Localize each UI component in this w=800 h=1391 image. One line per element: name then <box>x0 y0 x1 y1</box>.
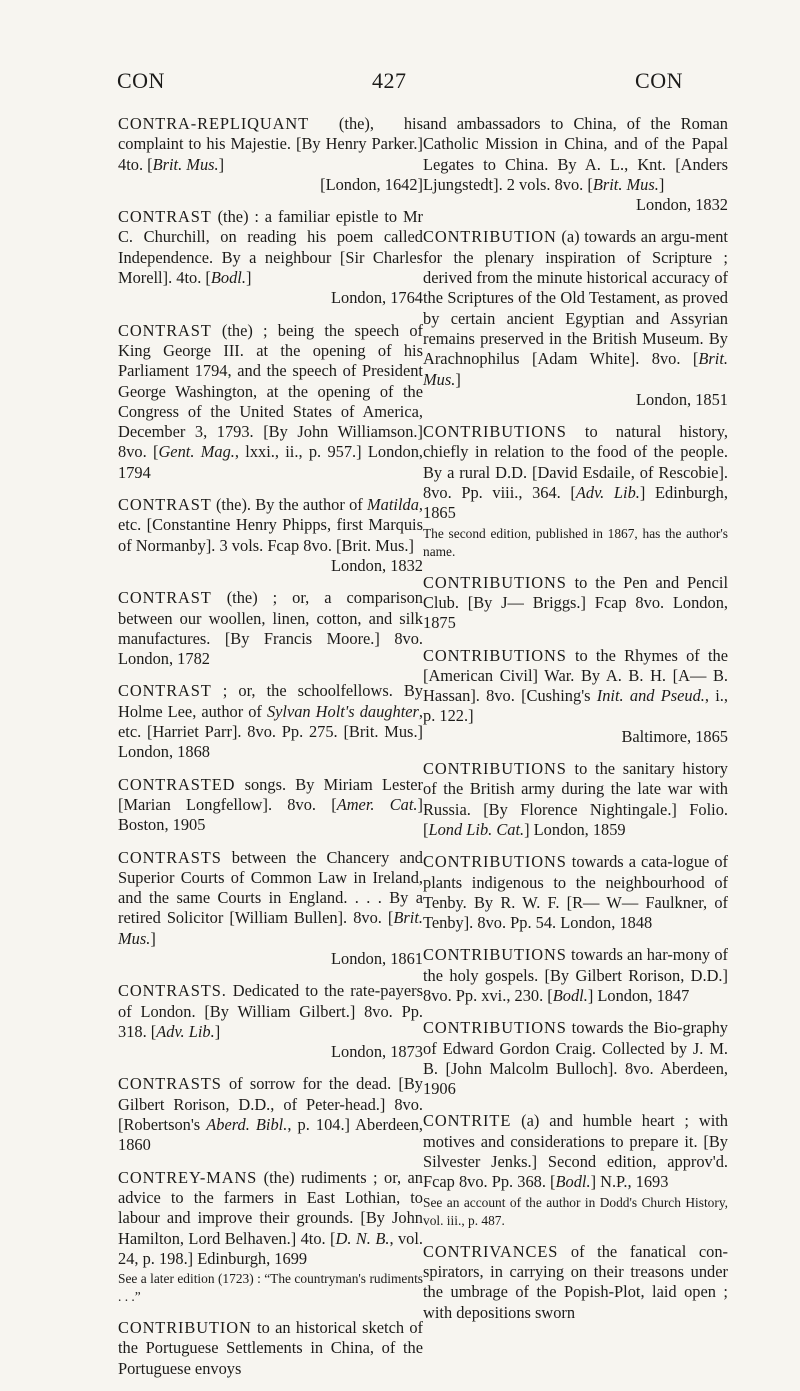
entry-note: The second edition, published in 1867, has the author's name. <box>423 525 728 559</box>
entry-text: (a) towards an argu-ment for the plenary inspiration of Scripture ; derived from the minute historical accuracy of the Scriptures of the Old Testament, as proved by certain ancient Egyptian and Assyrian remains preserved in the British Museum. By Arachnophilus [Adam White]. 8vo. [ <box>423 227 728 369</box>
bibliography-entry <box>118 775 423 836</box>
entry-text: between the Chancery and Superior Courts of Common Law in Ireland, and the same Courts in England. . . . By a retired Solicitor [William Bullen]. 8vo. [ <box>118 847 423 928</box>
entry-italic-ref: Init. and Pseud. <box>596 686 705 706</box>
entry-italic-ref: Sylvan Holt's daughter <box>266 701 419 721</box>
entry-text-continued: ] N.P., 1693 <box>590 1172 669 1192</box>
entry-title: CONTRASTS. <box>118 981 227 1001</box>
bibliography-entry <box>118 495 423 576</box>
page-number: 427 <box>372 68 407 93</box>
bibliography-entry <box>423 227 728 410</box>
entry-text: of sorrow for the dead. [By Gilbert Rorison, D.D., of Peter-head.] 8vo. [Robertson's <box>118 1074 423 1135</box>
header-left-word: CON <box>117 68 165 93</box>
entry-text: (the) rudiments ; or, an advice to the farmers in East Lothian, to labour and improve their grounds. [By John Hamilton, Lord Belhaven.] 4to. [ <box>118 1167 423 1248</box>
bibliography-entry <box>423 852 728 933</box>
bibliography-entry <box>423 1018 728 1099</box>
entry-title: CONTRIBUTIONS <box>423 852 567 872</box>
entry-title: CONTRASTS <box>118 847 222 867</box>
entry-imprint: London, 1832 <box>636 195 728 215</box>
entry-italic-ref: Adv. Lib. <box>575 483 640 503</box>
bibliography-entry <box>118 114 423 195</box>
entry-text-continued: , etc. [Constantine Henry Phipps, first Marquis of Normanby]. 3 vols. Fcap 8vo. [Brit. Mus.] <box>118 495 423 555</box>
entry-imprint: London, 1873 <box>331 1042 423 1062</box>
entry-text: towards an har-mony of the holy gospels. [By Gilbert Rorison, D.D.] 8vo. Pp. xvi., 230. [ <box>423 945 728 1005</box>
entry-text: to the Rhymes of the [American Civil] War. By A. B. H. [A— B. Hassan]. 8vo. [Cushing's <box>423 645 728 706</box>
entry-italic-ref: Bodl. <box>210 268 246 288</box>
entry-text: (the), his complaint to his Majestie. [By Henry Parker.] 4to. [ <box>118 114 423 174</box>
bibliography-entry <box>423 646 728 747</box>
entry-title: CONTRAST <box>118 320 212 340</box>
entry-text: to natural history, chiefly in relation to the food of the people. By a rural D.D. [David Esdaile, of Rescobie]. 8vo. Pp. viii., 364. [ <box>423 422 728 503</box>
entry-text-continued: ] <box>245 268 252 288</box>
running-header <box>0 68 800 98</box>
entry-title: CONTRIBUTIONS <box>423 1018 567 1038</box>
bibliography-entry <box>118 588 423 669</box>
entry-title: CONTRIBUTION <box>118 1318 252 1338</box>
entry-title: CONTRA-REPLIQUANT <box>118 114 310 133</box>
entry-title: CONTRAST <box>118 207 212 227</box>
entry-title: CONTRIBUTIONS <box>423 422 567 442</box>
bibliography-entry <box>118 1318 423 1379</box>
entry-italic-ref: Brit. Mus. <box>423 349 728 389</box>
entry-note: See a later edition (1723) : “The countryman's rudiments . . .” <box>118 1271 423 1305</box>
bibliography-entry <box>423 114 728 215</box>
entry-imprint: [London, 1642] <box>320 174 423 194</box>
entry-italic-ref: Bodl. <box>552 985 588 1005</box>
entry-text-continued: , lxxi., ii., p. 957.] London, 1794 <box>118 442 423 482</box>
bibliography-entry <box>423 422 728 560</box>
entry-imprint: London, 1832 <box>331 555 423 575</box>
entry-text-continued: ] London, 1847 <box>587 985 690 1005</box>
entry-text-continued: , p. 104.] Aberdeen, 1860 <box>118 1115 423 1155</box>
entry-title: CONTRIBUTIONS <box>423 572 567 592</box>
entry-title: CONTRAST <box>118 495 212 515</box>
entry-italic-ref: Matilda <box>366 495 419 515</box>
bibliography-entry <box>423 573 728 634</box>
entry-text: (the) ; or, a comparison between our woollen, linen, cotton, and silk manufactures. [By Francis Moore.] 8vo. London, 1782 <box>118 588 423 669</box>
entry-italic-ref: Brit. Mus. <box>592 174 659 194</box>
bibliography-entry <box>423 945 728 1006</box>
entry-imprint: London, 1861 <box>331 948 423 968</box>
entry-text-continued: , i., p. 122.] <box>423 686 728 726</box>
entry-text: towards the Bio-graphy of Edward Gordon Craig. Collected by J. M. B. [John Malcolm Bulloch]. 8vo. Aberdeen, 1906 <box>423 1018 728 1099</box>
entry-text-continued: ] <box>455 369 461 389</box>
entry-title: CONTRITE <box>423 1111 512 1131</box>
entry-imprint: Baltimore, 1865 <box>621 726 728 746</box>
entry-title: CONTRIBUTIONS <box>423 645 567 665</box>
bibliography-entry <box>118 981 423 1062</box>
bibliography-entry <box>118 207 423 308</box>
entry-text-continued: ] <box>150 928 156 948</box>
left-column <box>118 114 423 1391</box>
entry-title: CONTRIVANCES <box>423 1241 559 1261</box>
right-column <box>423 114 728 1335</box>
entry-title: CONTRAST <box>118 588 212 608</box>
bibliography-entry <box>118 321 423 483</box>
bibliography-entry <box>118 848 423 970</box>
entry-text: of the fanatical con-spirators, in carrying on their treasons under the umbrage of the Popish-Plot, laid open ; with depositions sworn <box>423 1241 728 1322</box>
entry-italic-ref: Brit. Mus. <box>152 154 219 174</box>
entry-text-continued: ] London, 1859 <box>524 819 626 839</box>
entry-italic-ref: Lond Lib. Cat. <box>428 819 525 839</box>
entry-text: towards a cata-logue of plants indigenous to the neighbourhood of Tenby. By R. W. F. [R— W— Faulkner, of Tenby]. 8vo. Pp. 54. London, 1848 <box>423 852 728 933</box>
entry-text: (the) : a familiar epistle to Mr C. Churchill, on reading his poem called Independence. By a neighbour [Sir Charles Morell]. 4to. [ <box>118 207 423 288</box>
entry-title: CONTREY-MANS <box>118 1167 258 1187</box>
entry-text-continued: ] Edinburgh, 1865 <box>423 483 728 523</box>
entry-text: (a) and humble heart ; with motives and considerations to prepare it. [By Silvester Jenks.] Second edition, approv'd. Fcap 8vo. Pp. 368. [ <box>423 1111 728 1192</box>
entry-text: (the). By the author of <box>211 495 367 515</box>
entry-text-continued: , vol. 24, p. 198.] Edinburgh, 1699 <box>118 1228 423 1268</box>
bibliography-entry <box>423 1242 728 1323</box>
entry-title: CONTRIBUTION <box>423 227 557 247</box>
entry-title: CONTRAST <box>118 681 212 701</box>
entry-text: and ambassadors to China, of the Roman Catholic Mission in China, and of the Papal Legates to China. By A. L., Knt. [Anders Ljungstedt]. 2 vols. 8vo. [ <box>423 114 728 194</box>
entry-italic-ref: Gent. Mag. <box>158 442 235 462</box>
entry-italic-ref: Bodl. <box>555 1172 591 1192</box>
entry-text: songs. By Miriam Lester [Marian Longfellow]. 8vo. [ <box>118 774 423 814</box>
entry-italic-ref: Adv. Lib. <box>156 1021 215 1041</box>
header-right-word: CON <box>635 68 683 93</box>
entry-title: CONTRIBUTIONS <box>423 945 567 965</box>
entry-text: to the Pen and Pencil Club. [By J— Briggs.] Fcap 8vo. London, 1875 <box>423 572 728 633</box>
entry-italic-ref: D. N. B. <box>335 1228 390 1248</box>
bibliography-entry <box>118 1168 423 1306</box>
entry-title: CONTRASTED <box>118 774 236 794</box>
entry-imprint: London, 1764 <box>331 288 423 308</box>
entry-text-continued: ] <box>214 1021 221 1041</box>
bibliography-entry <box>423 1111 728 1229</box>
entry-italic-ref: Aberd. Bibl. <box>206 1115 288 1135</box>
entry-italic-ref: Amer. Cat. <box>336 794 418 814</box>
bibliography-entry <box>423 759 728 840</box>
entry-text: to the sanitary history of the British army during the late war with Russia. [By Florence Nightingale.] Folio. [ <box>423 759 728 839</box>
entry-title: CONTRASTS <box>118 1074 222 1094</box>
entry-text-continued: ] Boston, 1905 <box>118 794 423 835</box>
entry-imprint: London, 1851 <box>636 389 728 409</box>
entry-title: CONTRIBUTIONS <box>423 759 567 779</box>
entry-text-continued: ] <box>658 174 665 194</box>
entry-text-continued: , etc. [Harriet Parr]. 8vo. Pp. 275. [Brit. Mus.] London, 1868 <box>118 701 424 762</box>
bibliography-entry <box>118 681 423 762</box>
entry-text: (the) ; being the speech of King George III. at the opening of his Parliament 1794, and the speech of President George Washington, at the opening of the Congress of the United States of America, December 3, 1793. [By John Williamson.] 8vo. [ <box>118 320 423 462</box>
entry-note: See an account of the author in Dodd's Church History, vol. iii., p. 487. <box>423 1194 728 1228</box>
bibliography-entry <box>118 1074 423 1155</box>
entry-text-continued: ] <box>218 154 225 174</box>
entry-text: Dedicated to the rate-payers of London. [By William Gilbert.] 8vo. Pp. 318. [ <box>118 981 423 1041</box>
entry-text: to an historical sketch of the Portuguese Settlements in China, of the Portuguese envoys <box>118 1318 423 1378</box>
entry-italic-ref: Brit. Mus. <box>118 908 423 948</box>
entry-text: ; or, the schoolfellows. By Holme Lee, author of <box>118 681 423 721</box>
